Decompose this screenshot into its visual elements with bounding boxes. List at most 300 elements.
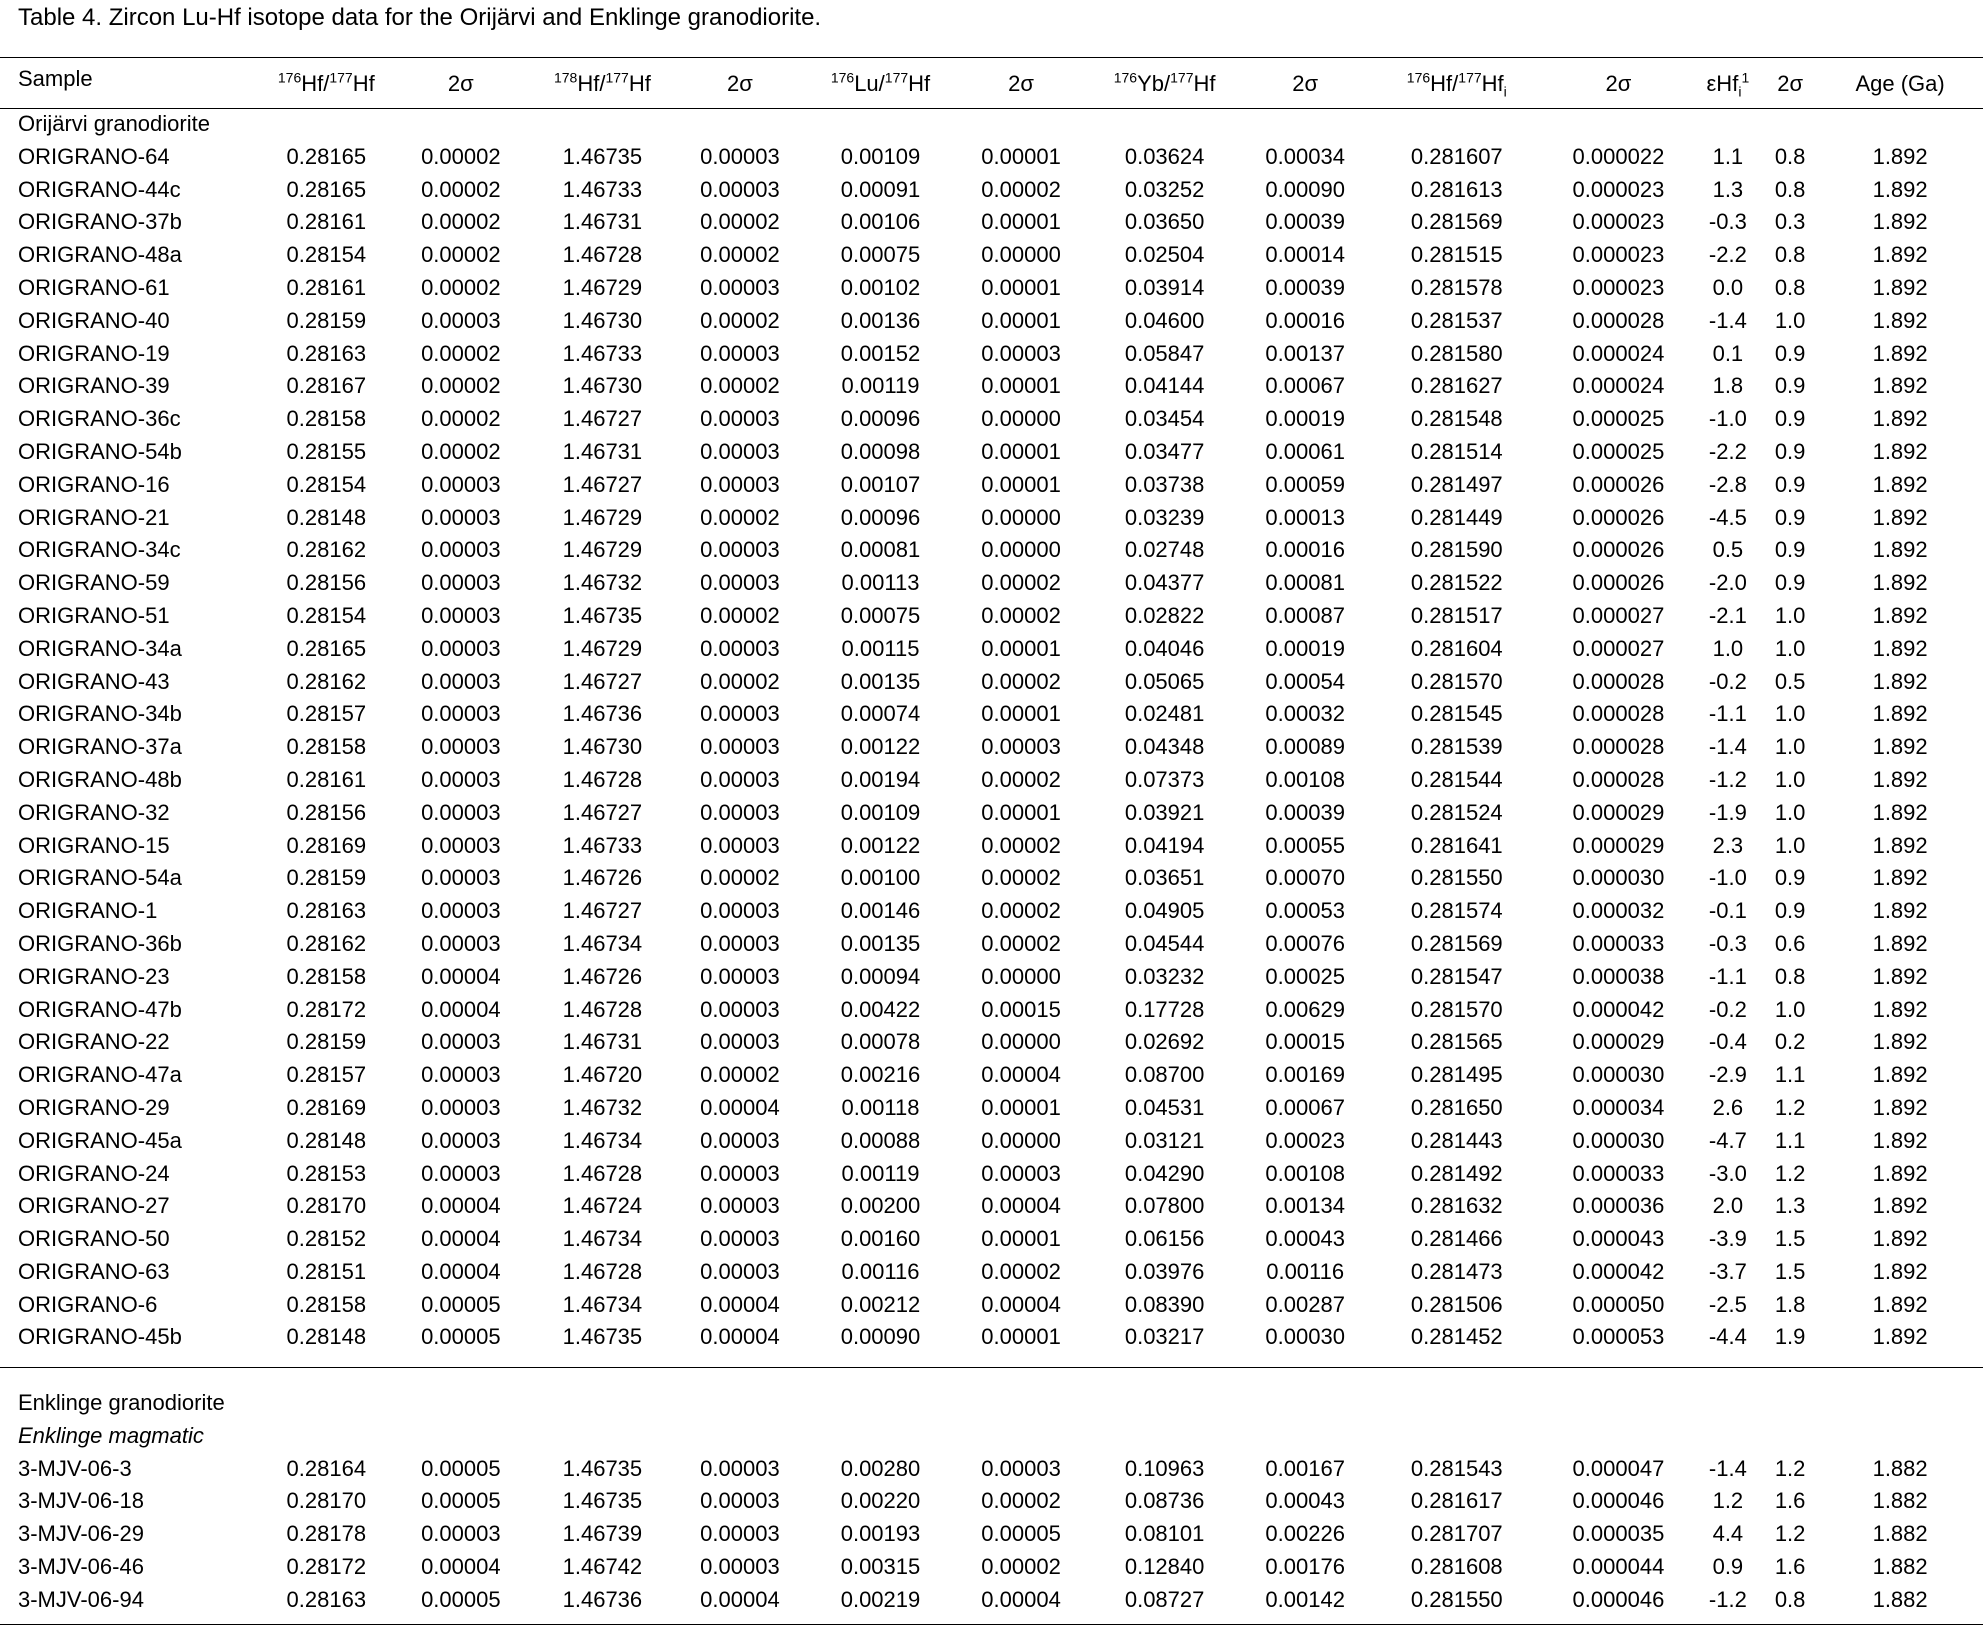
value-cell: 1.0 bbox=[1774, 799, 1806, 825]
table-row bbox=[0, 961, 1983, 994]
value-cell: 1.892 bbox=[1872, 1127, 1928, 1153]
value-cell: 0.1 bbox=[1712, 340, 1744, 366]
value-cell: 0.00003 bbox=[700, 340, 780, 366]
group-label: Orijärvi granodiorite bbox=[18, 111, 210, 136]
value-cell: 0.00106 bbox=[840, 209, 921, 235]
value-cell: 1.46728 bbox=[562, 1160, 643, 1186]
value-cell: 0.00004 bbox=[700, 1291, 780, 1317]
header-text2: Hf bbox=[1481, 71, 1504, 96]
table-row bbox=[0, 338, 1983, 371]
value-cell: 0.12840 bbox=[1124, 1554, 1205, 1580]
sample-name-cell: ORIGRANO-34b bbox=[18, 701, 182, 727]
value-cell: 0.03914 bbox=[1124, 274, 1205, 300]
value-cell: 1.0 bbox=[1774, 766, 1806, 792]
value-cell: 0.000023 bbox=[1572, 274, 1665, 300]
value-cell: 0.00287 bbox=[1265, 1291, 1345, 1317]
value-cell: 0.28161 bbox=[286, 766, 367, 792]
sample-name-cell: ORIGRANO-45a bbox=[18, 1127, 182, 1153]
table-row bbox=[0, 1092, 1983, 1125]
value-cell: 0.281537 bbox=[1410, 307, 1503, 333]
value-cell: 0.00119 bbox=[841, 1160, 920, 1186]
value-cell: 0.281574 bbox=[1410, 898, 1503, 924]
value-cell: 0.00109 bbox=[840, 143, 921, 169]
value-cell: 0.00000 bbox=[981, 242, 1061, 268]
value-cell: 0.281569 bbox=[1410, 930, 1503, 956]
sample-name-cell: ORIGRANO-19 bbox=[18, 340, 170, 366]
sample-name-cell: ORIGRANO-61 bbox=[18, 274, 170, 300]
value-cell: 0.28158 bbox=[286, 406, 367, 432]
value-cell: 0.04905 bbox=[1124, 898, 1205, 924]
value-cell: 0.00003 bbox=[421, 307, 501, 333]
column-header bbox=[390, 60, 533, 108]
value-cell: 0.8 bbox=[1774, 143, 1806, 169]
value-cell: 0.281524 bbox=[1410, 799, 1503, 825]
sample-name-cell: 3-MJV-06-3 bbox=[18, 1455, 132, 1481]
value-cell: 0.28148 bbox=[286, 1324, 367, 1350]
value-cell: -1.2 bbox=[1708, 766, 1747, 792]
value-cell: 0.8 bbox=[1774, 1586, 1806, 1612]
value-cell: 1.46733 bbox=[562, 176, 643, 202]
value-cell: 0.00081 bbox=[840, 537, 921, 563]
value-cell: 0.281641 bbox=[1410, 832, 1503, 858]
value-cell: 0.00003 bbox=[981, 734, 1061, 760]
value-cell: 0.000038 bbox=[1572, 963, 1665, 989]
value-cell: 0.281604 bbox=[1410, 635, 1503, 661]
value-cell: 1.892 bbox=[1872, 143, 1928, 169]
value-cell: 0.000030 bbox=[1572, 1062, 1665, 1088]
table-row bbox=[0, 1059, 1983, 1092]
value-cell: 0.00003 bbox=[700, 406, 780, 432]
header-text: Hf/ bbox=[577, 71, 606, 96]
column-header bbox=[807, 60, 954, 108]
value-cell: 1.46729 bbox=[562, 274, 643, 300]
value-cell: 0.00000 bbox=[981, 406, 1061, 432]
value-cell: 1.46727 bbox=[562, 668, 643, 694]
value-cell: 0.00001 bbox=[981, 373, 1061, 399]
sample-name-cell: ORIGRANO-47a bbox=[18, 1062, 182, 1088]
value-cell: 0.00136 bbox=[840, 307, 921, 333]
value-cell: 0.00200 bbox=[840, 1193, 921, 1219]
value-cell: 0.08736 bbox=[1124, 1488, 1205, 1514]
header-sup2: 177 bbox=[1458, 69, 1482, 86]
value-cell: 0.00102 bbox=[840, 274, 921, 300]
value-cell: 0.00015 bbox=[981, 996, 1061, 1022]
sample-name-cell: 3-MJV-06-46 bbox=[18, 1554, 144, 1580]
value-cell: 1.46736 bbox=[562, 1586, 643, 1612]
value-cell: 0.00219 bbox=[840, 1586, 921, 1612]
sample-name-cell: ORIGRANO-40 bbox=[18, 307, 170, 333]
column-header bbox=[954, 60, 1089, 108]
value-cell: 1.46733 bbox=[562, 340, 643, 366]
value-cell: 0.00003 bbox=[700, 1258, 780, 1284]
value-cell: 1.892 bbox=[1872, 1258, 1928, 1284]
value-cell: -1.1 bbox=[1708, 701, 1747, 727]
value-cell: 0.03121 bbox=[1124, 1127, 1205, 1153]
value-cell: 0.00070 bbox=[1265, 865, 1345, 891]
value-cell: 0.03239 bbox=[1124, 504, 1205, 530]
value-cell: 0.00003 bbox=[700, 570, 780, 596]
table-body bbox=[0, 108, 1983, 1617]
value-cell: 0.281473 bbox=[1410, 1258, 1503, 1284]
value-cell: 0.00135 bbox=[840, 668, 921, 694]
value-cell: 0.000030 bbox=[1572, 1127, 1665, 1153]
value-cell: 0.00142 bbox=[1265, 1586, 1345, 1612]
sample-name-cell: ORIGRANO-1 bbox=[18, 898, 158, 924]
value-cell: 0.04531 bbox=[1124, 1094, 1205, 1120]
value-cell: 0.00003 bbox=[421, 799, 501, 825]
value-cell: 0.000044 bbox=[1572, 1554, 1665, 1580]
value-cell: 1.46736 bbox=[562, 701, 643, 727]
table-row bbox=[0, 1026, 1983, 1059]
value-cell: 0.8 bbox=[1774, 176, 1806, 202]
value-cell: 0.281495 bbox=[1410, 1062, 1503, 1088]
value-cell: 1.46728 bbox=[562, 996, 643, 1022]
value-cell: 0.00004 bbox=[981, 1291, 1061, 1317]
value-cell: 0.00000 bbox=[981, 537, 1061, 563]
value-cell: 0.281497 bbox=[1410, 471, 1503, 497]
value-cell: 0.28155 bbox=[286, 438, 367, 464]
value-cell: 0.00002 bbox=[981, 766, 1061, 792]
value-cell: 1.892 bbox=[1872, 1226, 1928, 1252]
column-header bbox=[1763, 60, 1817, 108]
table-row bbox=[0, 141, 1983, 174]
value-cell: 0.00003 bbox=[421, 701, 501, 727]
value-cell: 0.28156 bbox=[286, 570, 367, 596]
value-cell: 0.04290 bbox=[1124, 1160, 1205, 1186]
header-text: 2σ bbox=[1008, 71, 1034, 96]
value-cell: 0.03650 bbox=[1124, 209, 1205, 235]
value-cell: 0.03921 bbox=[1124, 799, 1205, 825]
value-cell: 0.05847 bbox=[1124, 340, 1205, 366]
value-cell: 0.00003 bbox=[421, 766, 501, 792]
value-cell: 0.00003 bbox=[700, 1455, 780, 1481]
sample-name-cell: ORIGRANO-21 bbox=[18, 504, 170, 530]
value-cell: 0.00122 bbox=[840, 832, 921, 858]
value-cell: 1.46729 bbox=[562, 504, 643, 530]
value-cell: 1.46735 bbox=[562, 1455, 643, 1481]
table-row bbox=[0, 174, 1983, 207]
value-cell: 0.000042 bbox=[1572, 996, 1665, 1022]
value-cell: 0.00002 bbox=[421, 340, 501, 366]
sample-name-cell: ORIGRANO-37b bbox=[18, 209, 182, 235]
value-cell: 1.882 bbox=[1872, 1521, 1928, 1547]
value-cell: 0.28152 bbox=[286, 1226, 367, 1252]
value-cell: 1.892 bbox=[1872, 1324, 1928, 1350]
value-cell: 0.00074 bbox=[840, 701, 921, 727]
value-cell: -2.5 bbox=[1708, 1291, 1747, 1317]
value-cell: 0.281449 bbox=[1410, 504, 1503, 530]
value-cell: 0.00108 bbox=[1265, 766, 1345, 792]
value-cell: 1.892 bbox=[1872, 176, 1928, 202]
column-header bbox=[673, 60, 808, 108]
value-cell: 0.00034 bbox=[1265, 143, 1345, 169]
value-cell: 0.00113 bbox=[841, 570, 920, 596]
value-cell: 0.00169 bbox=[1265, 1062, 1345, 1088]
value-cell: 0.28154 bbox=[286, 242, 367, 268]
value-cell: 0.281570 bbox=[1410, 996, 1503, 1022]
value-cell: 1.46720 bbox=[562, 1062, 643, 1088]
value-cell: 0.00002 bbox=[700, 668, 780, 694]
value-cell: 0.3 bbox=[1774, 209, 1806, 235]
value-cell: 0.281515 bbox=[1410, 242, 1503, 268]
spacer-row bbox=[0, 1354, 1983, 1387]
value-cell: 0.28178 bbox=[286, 1521, 367, 1547]
value-cell: 0.0 bbox=[1712, 274, 1744, 300]
value-cell: 0.00002 bbox=[700, 602, 780, 628]
table-row bbox=[0, 600, 1983, 633]
value-cell: 0.00025 bbox=[1265, 963, 1345, 989]
value-cell: 0.28161 bbox=[286, 274, 367, 300]
sample-name-cell: ORIGRANO-32 bbox=[18, 799, 170, 825]
sample-name-cell: ORIGRANO-16 bbox=[18, 471, 170, 497]
sample-name-cell: ORIGRANO-51 bbox=[18, 602, 170, 628]
value-cell: 0.00015 bbox=[1265, 1029, 1345, 1055]
header-sup2: 177 bbox=[1170, 69, 1194, 86]
header-sub: i bbox=[1503, 83, 1507, 100]
value-cell: 1.1 bbox=[1712, 143, 1744, 169]
value-cell: 0.00075 bbox=[840, 242, 921, 268]
value-cell: 0.000036 bbox=[1572, 1193, 1665, 1219]
value-cell: 1.0 bbox=[1774, 996, 1806, 1022]
value-cell: -1.0 bbox=[1708, 406, 1747, 432]
value-cell: 0.00220 bbox=[840, 1488, 921, 1514]
value-cell: 0.00043 bbox=[1265, 1488, 1345, 1514]
value-cell: 0.00116 bbox=[1266, 1258, 1345, 1284]
value-cell: 0.00422 bbox=[840, 996, 921, 1022]
value-cell: 0.00000 bbox=[981, 1029, 1061, 1055]
value-cell: 0.00005 bbox=[421, 1455, 501, 1481]
header-text: Lu/ bbox=[854, 71, 885, 96]
value-cell: 0.00003 bbox=[421, 1029, 501, 1055]
value-cell: 0.28158 bbox=[286, 963, 367, 989]
sample-name-cell: ORIGRANO-47b bbox=[18, 996, 182, 1022]
value-cell: 0.000046 bbox=[1572, 1586, 1665, 1612]
value-cell: 0.00002 bbox=[700, 865, 780, 891]
value-cell: 1.892 bbox=[1872, 996, 1928, 1022]
value-cell: 0.281578 bbox=[1410, 274, 1503, 300]
value-cell: 0.28148 bbox=[286, 1127, 367, 1153]
value-cell: 0.02692 bbox=[1124, 1029, 1205, 1055]
value-cell: 0.28158 bbox=[286, 734, 367, 760]
value-cell: 0.03252 bbox=[1124, 176, 1205, 202]
value-cell: 0.28157 bbox=[286, 1062, 367, 1088]
value-cell: 0.00004 bbox=[421, 1554, 501, 1580]
value-cell: 1.892 bbox=[1872, 307, 1928, 333]
value-cell: 2.6 bbox=[1712, 1094, 1744, 1120]
value-cell: 0.00096 bbox=[840, 406, 921, 432]
value-cell: 0.281517 bbox=[1410, 602, 1503, 628]
value-cell: 0.281514 bbox=[1410, 438, 1503, 464]
value-cell: 0.281466 bbox=[1410, 1226, 1503, 1252]
value-cell: 2.0 bbox=[1712, 1193, 1744, 1219]
value-cell: 0.000035 bbox=[1572, 1521, 1665, 1547]
table-row bbox=[0, 305, 1983, 338]
value-cell: 0.000027 bbox=[1572, 635, 1665, 661]
table-row bbox=[0, 1485, 1983, 1518]
value-cell: 0.00016 bbox=[1265, 537, 1345, 563]
value-cell: 0.00032 bbox=[1265, 701, 1345, 727]
sample-name-cell: ORIGRANO-37a bbox=[18, 734, 182, 760]
column-header bbox=[1693, 60, 1763, 108]
value-cell: 0.05065 bbox=[1124, 668, 1205, 694]
value-cell: 1.46734 bbox=[562, 1127, 643, 1153]
sample-name-cell: 3-MJV-06-18 bbox=[18, 1488, 144, 1514]
column-header bbox=[532, 60, 673, 108]
value-cell: 0.00003 bbox=[700, 438, 780, 464]
value-cell: 1.46728 bbox=[562, 242, 643, 268]
value-cell: 0.00039 bbox=[1265, 799, 1345, 825]
value-cell: 0.00005 bbox=[421, 1324, 501, 1350]
value-cell: 0.00003 bbox=[981, 340, 1061, 366]
value-cell: 1.0 bbox=[1774, 734, 1806, 760]
value-cell: 1.8 bbox=[1712, 373, 1744, 399]
header-sup: 178 bbox=[553, 69, 578, 86]
value-cell: 1.46735 bbox=[562, 1488, 643, 1514]
value-cell: 0.02504 bbox=[1124, 242, 1205, 268]
value-cell: 0.9 bbox=[1774, 373, 1806, 399]
table-row bbox=[0, 895, 1983, 928]
top-rule bbox=[0, 57, 1983, 58]
value-cell: -0.3 bbox=[1708, 930, 1747, 956]
value-cell: -1.0 bbox=[1708, 865, 1747, 891]
value-cell: 0.00003 bbox=[700, 930, 780, 956]
header-text: εHf bbox=[1706, 71, 1739, 96]
value-cell: 0.00003 bbox=[421, 1094, 501, 1120]
value-cell: 0.00005 bbox=[981, 1521, 1061, 1547]
value-cell: 0.28158 bbox=[286, 1291, 367, 1317]
value-cell: 0.5 bbox=[1712, 537, 1744, 563]
value-cell: 0.00003 bbox=[421, 635, 501, 661]
value-cell: 0.9 bbox=[1774, 570, 1806, 596]
value-cell: 0.00003 bbox=[421, 865, 501, 891]
value-cell: 1.892 bbox=[1872, 898, 1928, 924]
value-cell: 0.00078 bbox=[840, 1029, 921, 1055]
sample-name-cell: ORIGRANO-24 bbox=[18, 1160, 170, 1186]
value-cell: 0.00061 bbox=[1265, 438, 1345, 464]
value-cell: -1.4 bbox=[1708, 1455, 1747, 1481]
value-cell: 0.00137 bbox=[1265, 340, 1345, 366]
value-cell: 0.00054 bbox=[1265, 668, 1345, 694]
value-cell: 0.9 bbox=[1712, 1554, 1744, 1580]
value-cell: 1.892 bbox=[1872, 766, 1928, 792]
value-cell: 0.00004 bbox=[421, 1258, 501, 1284]
value-cell: 0.00002 bbox=[981, 832, 1061, 858]
column-header bbox=[1241, 60, 1370, 108]
value-cell: 0.00176 bbox=[1265, 1554, 1345, 1580]
value-cell: 1.892 bbox=[1872, 1062, 1928, 1088]
value-cell: 1.46726 bbox=[562, 865, 643, 891]
value-cell: 0.03976 bbox=[1124, 1258, 1205, 1284]
value-cell: 0.00115 bbox=[841, 635, 920, 661]
value-cell: 0.28170 bbox=[286, 1193, 367, 1219]
column-header bbox=[1088, 60, 1241, 108]
value-cell: 0.281608 bbox=[1410, 1554, 1503, 1580]
value-cell: 1.46732 bbox=[562, 570, 643, 596]
value-cell: 0.00001 bbox=[981, 799, 1061, 825]
value-cell: 0.00003 bbox=[700, 1521, 780, 1547]
value-cell: 1.46727 bbox=[562, 406, 643, 432]
value-cell: 0.6 bbox=[1774, 930, 1806, 956]
value-cell: 0.00000 bbox=[981, 963, 1061, 989]
value-cell: 0.00152 bbox=[840, 340, 921, 366]
value-cell: 0.00003 bbox=[700, 1488, 780, 1514]
value-cell: 0.00002 bbox=[421, 143, 501, 169]
value-cell: 0.00004 bbox=[981, 1062, 1061, 1088]
table-row bbox=[0, 1158, 1983, 1191]
value-cell: 0.00002 bbox=[700, 1062, 780, 1088]
value-cell: 0.00023 bbox=[1265, 1127, 1345, 1153]
value-cell: 0.00039 bbox=[1265, 274, 1345, 300]
sample-name-cell: 3-MJV-06-94 bbox=[18, 1586, 144, 1612]
value-cell: 1.892 bbox=[1872, 504, 1928, 530]
value-cell: 0.00053 bbox=[1265, 898, 1345, 924]
value-cell: 1.892 bbox=[1872, 242, 1928, 268]
value-cell: 1.0 bbox=[1774, 602, 1806, 628]
value-cell: 0.00059 bbox=[1265, 471, 1345, 497]
sample-name-cell: 3-MJV-06-29 bbox=[18, 1521, 144, 1547]
column-header bbox=[1544, 60, 1693, 108]
value-cell: 0.000028 bbox=[1572, 701, 1665, 727]
table-row bbox=[0, 862, 1983, 895]
table-row bbox=[0, 928, 1983, 961]
value-cell: 0.000030 bbox=[1572, 865, 1665, 891]
value-cell: 0.00067 bbox=[1265, 1094, 1345, 1120]
value-cell: 0.00002 bbox=[981, 898, 1061, 924]
value-cell: 0.00001 bbox=[981, 209, 1061, 235]
value-cell: 0.00001 bbox=[981, 1094, 1061, 1120]
value-cell: 1.46734 bbox=[562, 930, 643, 956]
table-row bbox=[0, 436, 1983, 469]
sample-name-cell: ORIGRANO-54a bbox=[18, 865, 182, 891]
value-cell: 0.00090 bbox=[1265, 176, 1345, 202]
sample-name-cell: ORIGRANO-39 bbox=[18, 373, 170, 399]
value-cell: 1.892 bbox=[1872, 209, 1928, 235]
value-cell: 0.03217 bbox=[1124, 1324, 1205, 1350]
value-cell: -2.0 bbox=[1708, 570, 1747, 596]
value-cell: 0.00003 bbox=[700, 274, 780, 300]
value-cell: 1.46735 bbox=[562, 143, 643, 169]
value-cell: 1.46739 bbox=[562, 1521, 643, 1547]
value-cell: 0.281544 bbox=[1410, 766, 1503, 792]
sample-name-cell: ORIGRANO-45b bbox=[18, 1324, 182, 1350]
value-cell: 0.000026 bbox=[1572, 537, 1665, 563]
value-cell: 1.46726 bbox=[562, 963, 643, 989]
value-cell: 0.281613 bbox=[1410, 176, 1503, 202]
value-cell: 0.000029 bbox=[1572, 832, 1665, 858]
header-sup: 176 bbox=[277, 69, 302, 86]
value-cell: 0.00003 bbox=[421, 471, 501, 497]
sample-name-cell: ORIGRANO-43 bbox=[18, 668, 170, 694]
value-cell: 0.28163 bbox=[286, 898, 367, 924]
value-cell: 0.07800 bbox=[1124, 1193, 1205, 1219]
value-cell: -0.2 bbox=[1708, 996, 1747, 1022]
table-row bbox=[0, 1289, 1983, 1322]
value-cell: 0.00167 bbox=[1265, 1455, 1345, 1481]
value-cell: 0.08727 bbox=[1124, 1586, 1205, 1612]
value-cell: 0.28161 bbox=[286, 209, 367, 235]
value-cell: 0.00005 bbox=[421, 1586, 501, 1612]
value-cell: 0.17728 bbox=[1124, 996, 1205, 1022]
value-cell: 0.281707 bbox=[1410, 1521, 1503, 1547]
value-cell: 0.281548 bbox=[1410, 406, 1503, 432]
value-cell: 0.281650 bbox=[1410, 1094, 1503, 1120]
value-cell: 0.00003 bbox=[700, 898, 780, 924]
value-cell: 0.000029 bbox=[1572, 1029, 1665, 1055]
value-cell: 1.46735 bbox=[562, 602, 643, 628]
group-header-row bbox=[0, 108, 1983, 141]
value-cell: 0.28169 bbox=[286, 1094, 367, 1120]
header-text2: Hf bbox=[908, 71, 931, 96]
